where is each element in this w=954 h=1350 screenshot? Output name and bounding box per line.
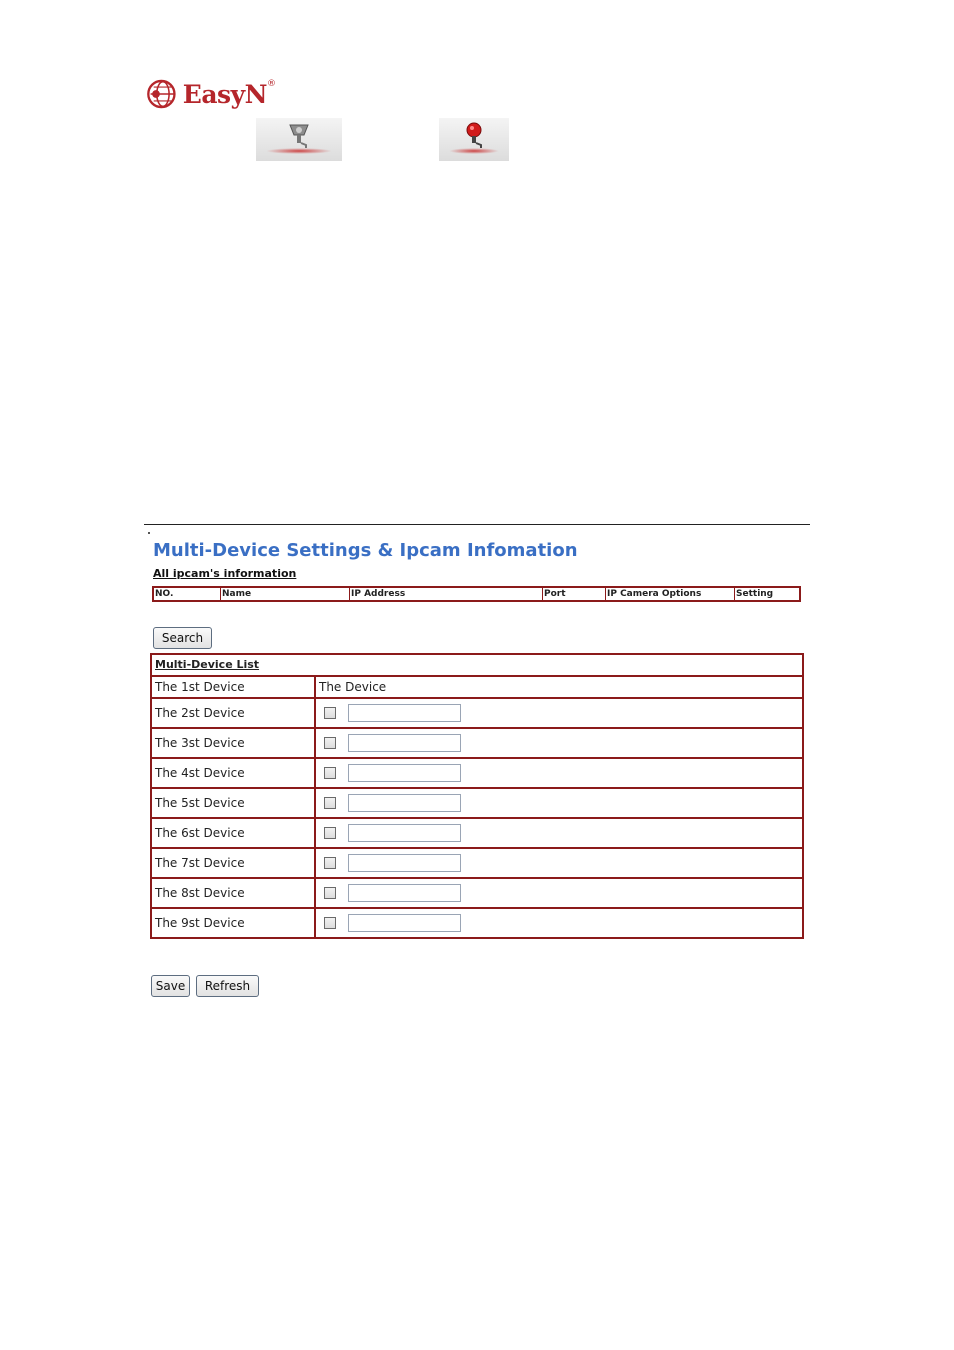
header-name: Name	[221, 588, 350, 600]
camera-grey-icon[interactable]	[256, 118, 342, 161]
device-input[interactable]	[348, 764, 461, 782]
dot-marker	[148, 532, 150, 534]
search-button[interactable]: Search	[153, 627, 212, 649]
device-input[interactable]	[348, 794, 461, 812]
device-controls	[316, 879, 802, 907]
easyn-logo	[146, 73, 276, 115]
device-row-8	[152, 879, 802, 909]
device-label: The 8st Device	[152, 879, 316, 907]
device-controls	[316, 849, 802, 877]
device-value: The Device	[319, 680, 387, 694]
device-controls	[316, 909, 802, 937]
device-label: The 6st Device	[152, 819, 316, 847]
device-row-9	[152, 909, 802, 937]
device-row-6	[152, 819, 802, 849]
device-row-4	[152, 759, 802, 789]
device-input[interactable]	[348, 824, 461, 842]
horizontal-divider	[144, 524, 810, 525]
device-row-2	[152, 699, 802, 729]
device-controls	[316, 789, 802, 817]
device-row-1	[152, 677, 802, 699]
header-no: NO.	[154, 588, 221, 600]
device-checkbox[interactable]	[324, 707, 336, 719]
device-input[interactable]	[348, 884, 461, 902]
device-row-3	[152, 729, 802, 759]
device-input[interactable]	[348, 704, 461, 722]
device-label: The 7st Device	[152, 849, 316, 877]
device-checkbox[interactable]	[324, 737, 336, 749]
device-input[interactable]	[348, 734, 461, 752]
logo-text: EasyN	[182, 79, 267, 109]
header-ip-camera-options: IP Camera Options	[606, 588, 735, 600]
device-controls	[316, 759, 802, 787]
camera-red-icon[interactable]	[439, 118, 509, 161]
device-row-7	[152, 849, 802, 879]
device-label: The 2st Device	[152, 699, 316, 727]
page-title: Multi-Device Settings & Ipcam Infomation	[153, 540, 578, 561]
device-checkbox[interactable]	[324, 917, 336, 929]
device-label: The 5st Device	[152, 789, 316, 817]
device-controls	[316, 819, 802, 847]
section-subtitle: All ipcam's information	[153, 567, 297, 580]
device-label: The 1st Device	[152, 677, 316, 697]
device-checkbox[interactable]	[324, 827, 336, 839]
device-label: The 9st Device	[152, 909, 316, 937]
device-checkbox[interactable]	[324, 797, 336, 809]
device-checkbox[interactable]	[324, 887, 336, 899]
device-controls	[316, 729, 802, 757]
registered-mark: ®	[267, 79, 276, 89]
header-setting: Setting	[736, 589, 774, 599]
device-checkbox[interactable]	[324, 857, 336, 869]
refresh-button[interactable]: Refresh	[196, 975, 259, 997]
multi-device-list	[150, 653, 804, 939]
header-ip-address: IP Address	[350, 588, 543, 600]
device-row-5	[152, 789, 802, 819]
save-button[interactable]: Save	[151, 975, 190, 997]
globe-logo-icon	[146, 74, 177, 114]
device-label: The 4st Device	[152, 759, 316, 787]
device-checkbox[interactable]	[324, 767, 336, 779]
device-controls	[316, 699, 802, 727]
device-label: The 3st Device	[152, 729, 316, 757]
ipcam-info-table	[152, 586, 801, 602]
list-title: Multi-Device List	[152, 655, 802, 677]
device-input[interactable]	[348, 854, 461, 872]
header-port: Port	[543, 588, 606, 600]
device-input[interactable]	[348, 914, 461, 932]
